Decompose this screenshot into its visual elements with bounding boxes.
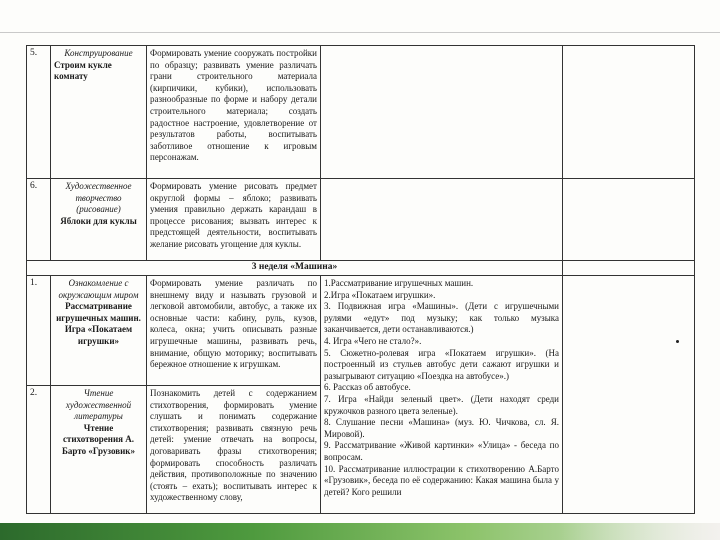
lesson-plan-table [26,45,695,514]
table-row [27,46,695,179]
activities-cell [321,276,563,514]
row-number: 5. [27,46,51,179]
empty-cell [321,46,563,179]
table-row [27,179,695,261]
activity-item: 2.Игра «Покатаем игрушки». [324,289,436,300]
lesson-title: Чтение стихотворения А. Барто «Грузовик» [61,422,135,456]
lesson-description: Формировать умение различать по внешнему виду и называть грузовой и легковой автомобили, автобус, а также их основные части: кабину, руль, кузов, колеса, окна; учить описывать разные игрушечные машины, развивать речь, внимание, общую моторику; воспитывать бережное отношение к игрушкам. [147,276,321,386]
activity-type: Ознакомление с окружающим миром [58,278,139,300]
activity-type-cell [51,46,147,179]
activity-item: 3. Подвижная игра «Машины». (Дети с игрушечными рулями «едут» под музыку; как только музыка заканчивается, дети останавливаются.) [324,301,559,335]
lesson-title: Яблоки для куклы [60,215,137,226]
activity-item: 5. Сюжетно-ролевая игра «Покатаем игрушки». (На построенный из стульев автобус дети сажают игрушки и разыгрывают ситуацию «Поездка на автобусе».) [324,347,559,381]
lesson-title: Строим кукле комнату [54,59,112,82]
empty-cell [321,179,563,261]
empty-cell [563,276,695,514]
activity-item: 7. Игра «Найди зеленый цвет». (Дети находят среди кружочков разного цвета зеленые). [324,393,559,416]
activity-type: Художественное творчество (рисование) [65,181,132,215]
activity-item: 10. Рассматривание иллюстрации к стихотворению А.Барто «Грузовик», беседа по её содержанию: Какая машина была у детей? Кого решили [324,463,559,497]
row-number: 1. [27,276,51,386]
activity-type-cell [51,386,147,514]
lesson-description: Познакомить детей с содержанием стихотворения, формировать умение слушать и понимать содержание стихотворения; развивать связную речь детей: умение отвечать на вопросы, договаривать фразы стихотворения; формировать способность различать действия, противоположные по значению (стоять – ехать); воспитывать интерес к художественному слову, [147,386,321,514]
activity-item: 6. Рассказ об автобусе. [324,382,411,393]
activity-type-cell [51,179,147,261]
activity-item: 8. Слушание песни «Машина» (муз. Ю. Чичкова, сл. Я. Мировой). [324,417,559,439]
table-row [27,276,695,386]
activity-item: 1.Рассматривание игрушечных машин. [324,278,474,288]
lesson-description: Формировать умение сооружать постройки по образцу; развивать умение различать грани строительного материала (кирпичики, кубики), использовать разнообразные по форме и набору детали строительного материала; создать радостное настроение, удовлетворение от результатов работы, воспитывать заботливое отношение к игровым персонажам. [147,46,321,179]
empty-cell [563,46,695,179]
footer-band-fade [560,523,720,540]
activity-type: Конструирование [64,48,133,58]
row-number: 6. [27,179,51,261]
week-title: 3 неделя «Машина» [27,261,563,276]
activity-item: 9. Рассматривание «Живой картинки» «Улица» - беседа по вопросам. [324,440,559,462]
week-header-row [27,261,695,276]
stray-mark [676,340,679,343]
slide-footer-band [0,523,720,540]
activity-type: Чтение художественной литературы [65,388,132,422]
row-number: 2. [27,386,51,514]
lesson-description: Формировать умение рисовать предмет округлой формы – яблоко; развивать умения правильно держать карандаш в процессе рисования; вызвать интерес к предстоящей деятельности, воспитывать желание рисовать угощение для куклы. [147,179,321,261]
activity-type-cell [51,276,147,386]
empty-cell [563,261,695,276]
activity-item: 4. Игра «Чего не стало?». [324,335,422,346]
page-top-divider [0,32,720,33]
lesson-title: Рассматривание игрушечных машин. Игра «Покатаем игрушки» [56,301,141,346]
empty-cell [563,179,695,261]
